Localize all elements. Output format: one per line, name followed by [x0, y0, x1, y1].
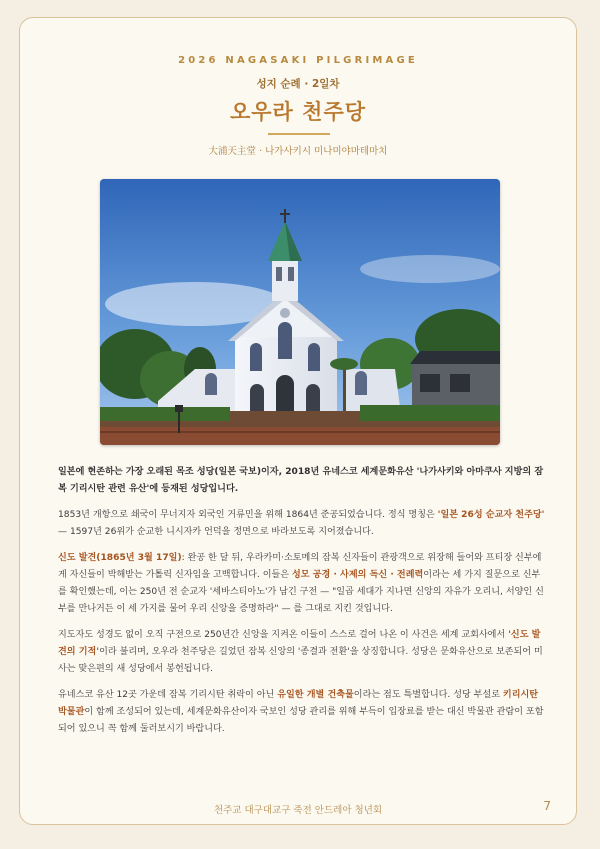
history-text: 1853년 개항으로 쇄국이 무너지자 외국인 거류민을 위해 1864년 준공되었습니다. 정식 명칭은: [58, 510, 438, 520]
discovery-text: : 완공 한 달 뒤, 우라카미·소토메의 잠복 신자들이 관광객으로 위장해 들어와 프티장 신부에게 자신들이 박해받는 가톨릭 신자임을 고백합니다. 이들은: [58, 553, 542, 580]
history-paragraph: [58, 507, 548, 541]
miracle-paragraph: [58, 627, 548, 678]
miracle-text: 지도자도 성경도 없이 오직 구전으로 250년간 신앙을 지켜온 이들이 스스로 걸어 나온 이 사건은 세계 교회사에서: [58, 630, 509, 640]
church-photo: [100, 179, 500, 445]
discovery-text-end: 이라는 세 가지 질문으로 신부를 확인했는데, 이는 250년 전 순교자 '세바스티아노'가 남긴 구전 — "일곱 세대가 지나면 신앙의 자유가 오리니, 서양인 신부를 만나거든 이 세 가지를 물어 우리 신앙을 증명하라" — 를 그대로 지킨 것입니다.: [58, 570, 544, 614]
church-photo-icon: [100, 179, 500, 445]
series-label: 2026 NAGASAKI PILGRIMAGE: [178, 55, 418, 66]
lead-text: 일본에 현존하는 가장 오래된 목조 성당(일본 국보)이자, 2018년 유네스코 세계문화유산 '나가사키와 아마쿠사 지방의 잠복 기리시탄 관련 유산'에 등재된 성당입니다.: [58, 467, 544, 494]
title-divider: [268, 133, 330, 135]
lead-paragraph: [58, 464, 548, 498]
museum-text: 유네스코 유산 12곳 가운데 잠복 기리시탄 취락이 아닌: [58, 690, 278, 700]
official-name: '일본 26성 순교자 천주당': [437, 510, 545, 520]
miracle-name: '신도 발견의 기적': [58, 630, 541, 657]
museum-text-end: 이 함께 조성되어 있는데, 세계문화유산이자 국보인 성당 관리를 위해 부득이 입장료를 받는 대신 박물관 관람이 포함되어 있으니 꼭 함께 둘러보시기 바랍니다.: [58, 707, 544, 734]
page-number: 7: [543, 799, 551, 813]
discovery-paragraph: [58, 550, 548, 618]
unique-building: 유일한 개별 건축물: [277, 690, 354, 700]
three-questions: 성모 공경 · 사제의 독신 · 전례력: [291, 570, 424, 580]
location-caption: 大浦天主堂 · 나가사키시 미나미야마테마치: [208, 146, 388, 157]
page-card: [19, 17, 577, 825]
history-text-end: — 1597년 26위가 순교한 니시자카 언덕을 정면으로 바라보도록 지어졌습니다.: [58, 527, 374, 537]
article-body: [58, 464, 548, 747]
miracle-text-end: 이라 불리며, 오우라 천주당은 길었던 잠복 신앙의 '종결과 전환'을 상징합니다. 성당은 문화유산으로 보존되어 미사는 맞은편의 새 성당에서 봉헌됩니다.: [58, 647, 543, 674]
museum-name: 키리시탄 박물관: [58, 690, 539, 717]
day-subtitle: 성지 순례 · 2일차: [256, 78, 340, 90]
page-title: 오우라 천주당: [229, 100, 367, 124]
discovery-heading: 신도 발견(1865년 3월 17일): [58, 553, 182, 563]
museum-text-mid: 이라는 점도 특별합니다. 성당 부설로: [353, 690, 503, 700]
museum-paragraph: [58, 687, 548, 738]
footer-org: 천주교 대구대교구 죽전 안드레아 청년회: [213, 805, 383, 816]
